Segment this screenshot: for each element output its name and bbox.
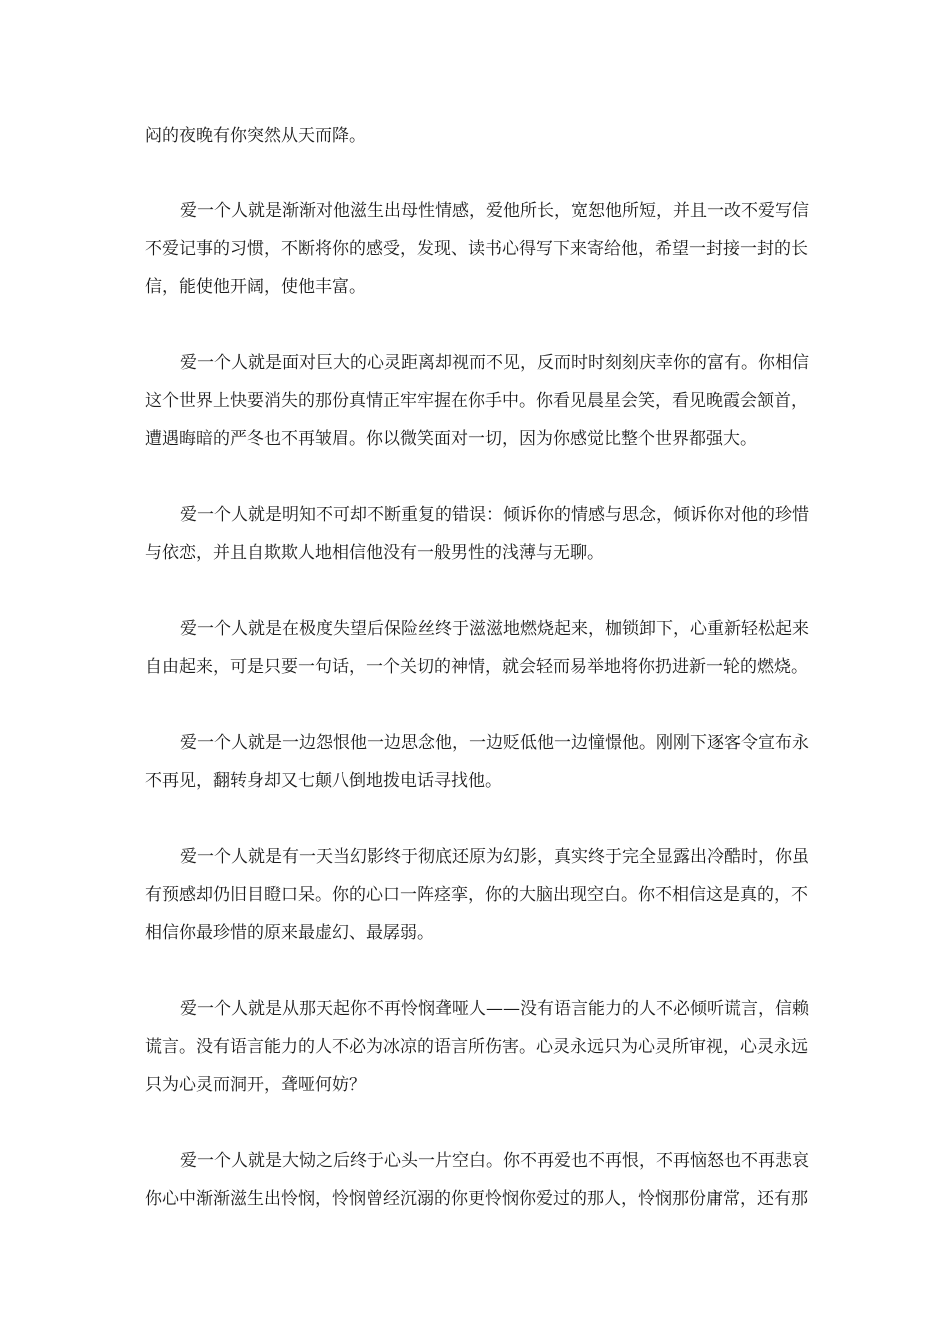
- text-line: 你心中渐渐滋生出怜悯，怜悯曾经沉溺的你更怜悯你爱过的那人，怜悯那份庸常，还有那: [145, 1189, 808, 1209]
- text-line: 爱一个人就是渐渐对他滋生出母性情感，爱他所长，宽恕他所短，并且一改不爱写信: [180, 201, 809, 221]
- text-line: 不爱记事的习惯，不断将你的感受，发现、读书心得写下来寄给他，希望一封接一封的长: [145, 239, 808, 259]
- text-line: 遭遇晦暗的严冬也不再皱眉。你以微笑面对一切，因为你感觉比整个世界都强大。: [145, 429, 757, 449]
- text-line: 这个世界上快要消失的那份真情正牢牢握在你手中。你看见晨星会笑，看见晚霞会颔首，: [145, 391, 808, 411]
- text-line: 爱一个人就是面对巨大的心灵距离却视而不见，反而时时刻刻庆幸你的富有。你相信: [180, 353, 809, 373]
- text-line: 与依恋，并且自欺欺人地相信他没有一般男性的浅薄与无聊。: [145, 543, 604, 563]
- text-line: 爱一个人就是有一天当幻影终于彻底还原为幻影，真实终于完全显露出冷酷时，你虽: [180, 847, 809, 867]
- text-line: 谎言。没有语言能力的人不必为冰凉的语言所伤害。心灵永远只为心灵所审视，心灵永远: [145, 1037, 808, 1057]
- text-line: 爱一个人就是从那天起你不再怜悯聋哑人——没有语言能力的人不必倾听谎言，信赖: [180, 999, 809, 1019]
- text-line: 只为心灵而洞开，聋哑何妨？: [145, 1075, 366, 1095]
- text-line: 自由起来，可是只要一句话，一个关切的神情，就会轻而易举地将你扔进新一轮的燃烧。: [145, 657, 808, 677]
- text-line: 闷的夜晚有你突然从天而降。: [145, 126, 366, 146]
- text-line: 有预感却仍旧目瞪口呆。你的心口一阵痉挛，你的大脑出现空白。你不相信这是真的，不: [145, 885, 808, 905]
- text-line: 爱一个人就是大恸之后终于心头一片空白。你不再爱也不再恨，不再恼怒也不再悲哀: [180, 1151, 809, 1171]
- text-line: 爱一个人就是明知不可却不断重复的错误：倾诉你的情感与思念，倾诉你对他的珍惜: [180, 505, 809, 525]
- text-line: 相信你最珍惜的原来最虚幻、最孱弱。: [145, 923, 434, 943]
- text-line: 不再见，翻转身却又七颠八倒地拨电话寻找他。: [145, 771, 502, 791]
- text-line: 爱一个人就是一边怨恨他一边思念他，一边贬低他一边憧憬他。刚刚下逐客令宣布永: [180, 733, 809, 753]
- text-line: 爱一个人就是在极度失望后保险丝终于滋滋地燃烧起来，枷锁卸下，心重新轻松起来: [180, 619, 809, 639]
- text-line: 信，能使他开阔，使他丰富。: [145, 277, 366, 297]
